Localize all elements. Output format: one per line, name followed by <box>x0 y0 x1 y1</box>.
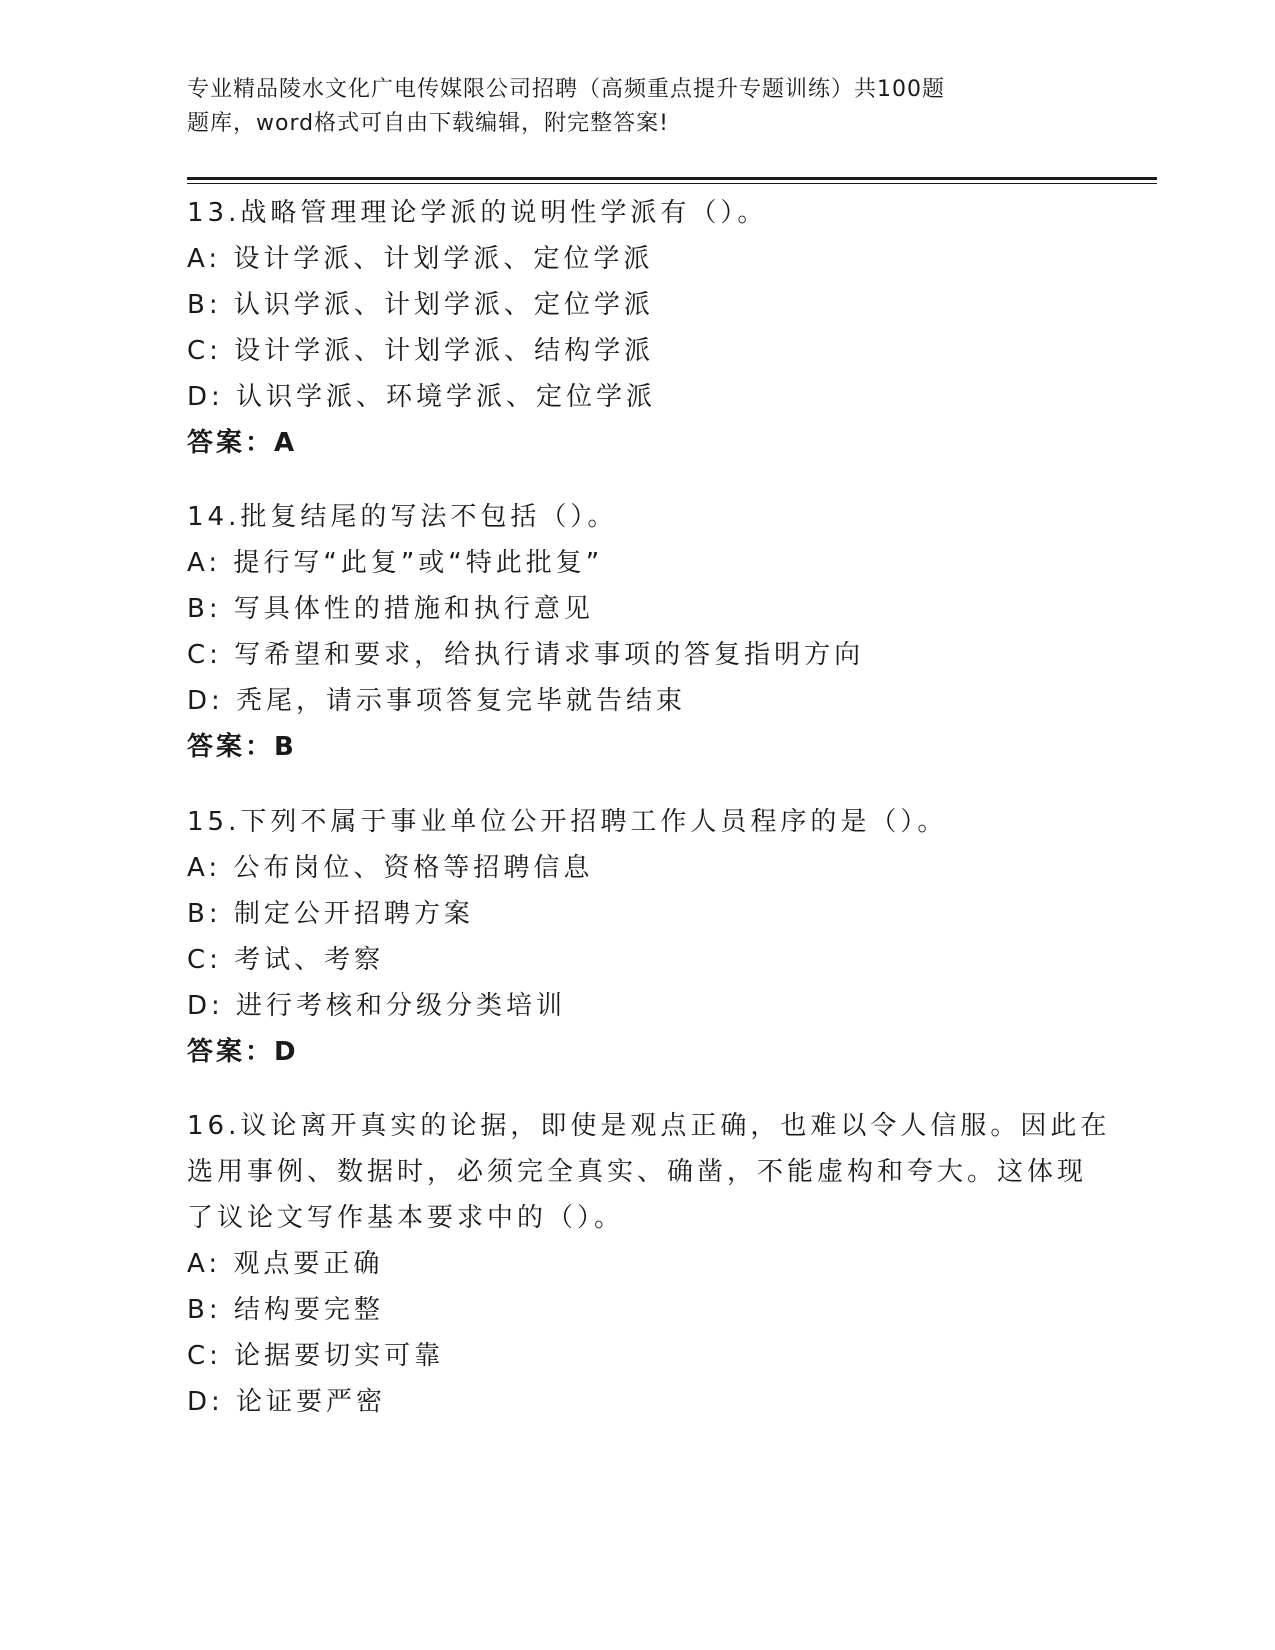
option-a: A: 提行写“此复”或“特此批复” <box>187 548 604 578</box>
question-stem-line-1: 16.议论离开真实的论据，即使是观点正确，也难以令人信服。因此在 <box>187 1111 1111 1141</box>
header-divider-thick <box>187 177 1157 180</box>
option-b: B: 写具体性的措施和执行意见 <box>187 594 594 624</box>
option-c: C: 设计学派、计划学派、结构学派 <box>187 336 655 366</box>
header-line-2: 题库，word格式可自由下载编辑，附完整答案! <box>187 111 669 136</box>
document-header <box>187 73 1017 141</box>
option-b: B: 结构要完整 <box>187 1295 384 1325</box>
answer-text: 答案：D <box>187 1037 299 1067</box>
option-d: D: 秃尾，请示事项答复完毕就告结束 <box>187 686 687 716</box>
question-stem-line-2: 选用事例、数据时，必须完全真实、确凿，不能虚构和夸大。这体现 <box>187 1157 1088 1187</box>
option-d: D: 论证要严密 <box>187 1387 387 1417</box>
option-b: B: 制定公开招聘方案 <box>187 899 474 929</box>
answer-text: 答案：B <box>187 732 297 762</box>
option-d: D: 认识学派、环境学派、定位学派 <box>187 382 657 412</box>
option-a: A: 设计学派、计划学派、定位学派 <box>187 244 654 274</box>
option-d: D: 进行考核和分级分类培训 <box>187 991 567 1021</box>
option-c: C: 论据要切实可靠 <box>187 1341 445 1371</box>
question-15 <box>187 799 1087 1075</box>
question-13 <box>187 190 1087 466</box>
answer-text: 答案：A <box>187 428 298 458</box>
option-c: C: 考试、考察 <box>187 945 385 975</box>
option-a: A: 公布岗位、资格等招聘信息 <box>187 853 594 883</box>
header-line-1: 专业精品陵水文化广电传媒限公司招聘（高频重点提升专题训练）共100题 <box>187 77 945 102</box>
question-14 <box>187 494 1087 770</box>
option-b: B: 认识学派、计划学派、定位学派 <box>187 290 654 320</box>
question-stem: 13.战略管理理论学派的说明性学派有（）。 <box>187 198 768 228</box>
option-a: A: 观点要正确 <box>187 1249 384 1279</box>
question-16 <box>187 1103 1111 1425</box>
question-stem-line-3: 了议论文写作基本要求中的（）。 <box>187 1203 625 1233</box>
header-divider-thin <box>187 183 1157 184</box>
question-stem: 14.批复结尾的写法不包括（）。 <box>187 502 618 532</box>
option-c: C: 写希望和要求，给执行请求事项的答复指明方向 <box>187 640 865 670</box>
question-stem: 15.下列不属于事业单位公开招聘工作人员程序的是（）。 <box>187 807 948 837</box>
